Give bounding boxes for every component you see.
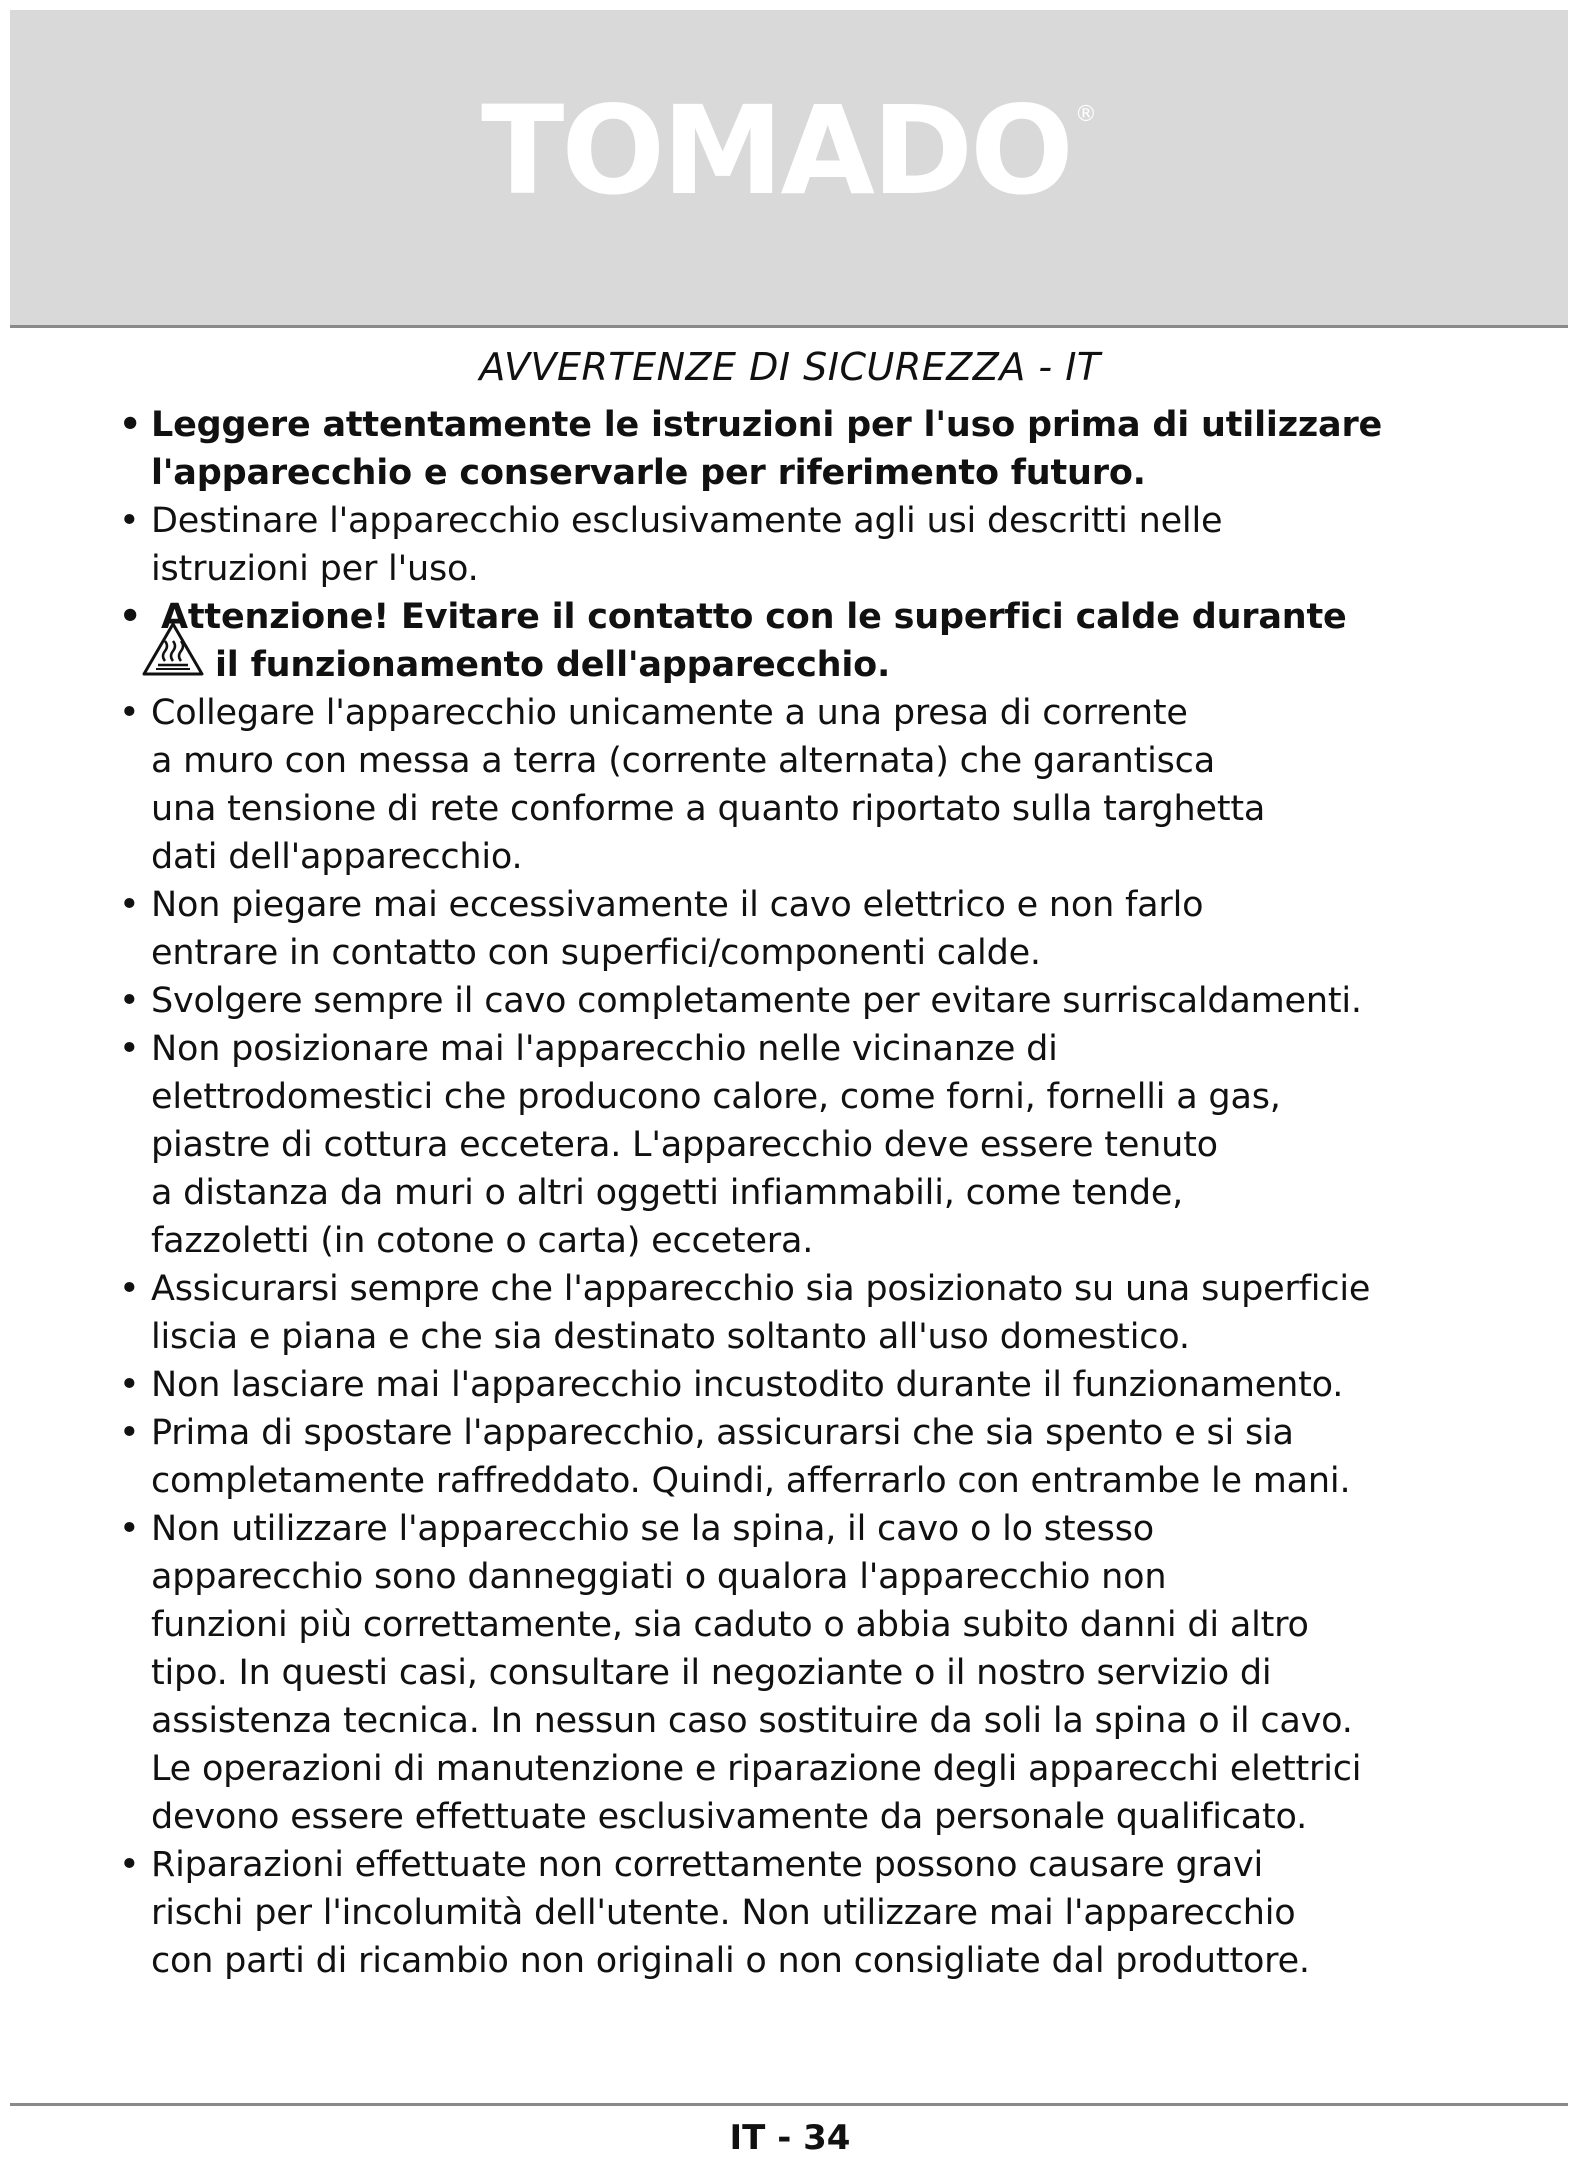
warning-item: [115, 689, 1555, 881]
bullet: •: [119, 981, 140, 1021]
warning-line: Le operazioni di manutenzione e riparazione degli apparecchi elettrici: [151, 1749, 1362, 1789]
warning-line: l'apparecchio e conservarle per riferimento futuro.: [151, 453, 1146, 493]
warning-item: [115, 1409, 1555, 1505]
warning-item: [115, 1265, 1555, 1361]
hot-surface-warning-icon: [141, 621, 205, 677]
warning-line: a distanza da muri o altri oggetti infiammabili, come tende,: [151, 1173, 1184, 1213]
warning-line: funzioni più correttamente, sia caduto o abbia subito danni di altro: [151, 1605, 1309, 1645]
registered-mark: ®: [1074, 102, 1097, 127]
page-number: IT - 34: [729, 2118, 851, 2158]
warning-line: con parti di ricambio non originali o non consigliate dal produttore.: [151, 1941, 1310, 1981]
warning-line: una tensione di rete conforme a quanto riportato sulla targhetta: [151, 789, 1266, 829]
warning-line: Destinare l'apparecchio esclusivamente agli usi descritti nelle: [151, 501, 1223, 541]
warning-line: completamente raffreddato. Quindi, afferrarlo con entrambe le mani.: [151, 1461, 1351, 1501]
bullet: •: [119, 1269, 140, 1309]
warning-item: [115, 1841, 1555, 1985]
warning-line: Non piegare mai eccessivamente il cavo elettrico e non farlo: [151, 885, 1204, 925]
warning-item: [115, 1505, 1555, 1841]
warning-item: [115, 1361, 1555, 1409]
warning-line: fazzoletti (in cotone o carta) eccetera.: [151, 1221, 814, 1261]
warning-line: dati dell'apparecchio.: [151, 837, 523, 877]
warning-line: tipo. In questi casi, consultare il negoziante o il nostro servizio di: [151, 1653, 1272, 1693]
bullet: •: [119, 1509, 140, 1549]
warning-line: liscia e piana e che sia destinato soltanto all'uso domestico.: [151, 1317, 1190, 1357]
warning-line: devono essere effettuate esclusivamente da personale qualificato.: [151, 1797, 1308, 1837]
warning-line: Leggere attentamente le istruzioni per l'uso prima di utilizzare: [151, 405, 1383, 445]
footer-rule: [10, 2103, 1568, 2106]
warning-line: Assicurarsi sempre che l'apparecchio sia posizionato su una superficie: [151, 1269, 1371, 1309]
brand-name: TOMADO: [481, 80, 1071, 222]
warning-item: [115, 1025, 1555, 1265]
warning-line: Non utilizzare l'apparecchio se la spina, il cavo o lo stesso: [151, 1509, 1154, 1549]
header-band: [10, 10, 1568, 328]
bullet: •: [119, 1413, 140, 1453]
warning-line: rischi per l'incolumità dell'utente. Non utilizzare mai l'apparecchio: [151, 1893, 1296, 1933]
warning-line: entrare in contatto con superfici/componenti calde.: [151, 933, 1041, 973]
warning-line: Attenzione! Evitare il contatto con le superfici calde durante: [161, 597, 1347, 637]
bullet: •: [119, 1029, 140, 1069]
warning-line: a muro con messa a terra (corrente alternata) che garantisca: [151, 741, 1215, 781]
warning-line: apparecchio sono danneggiati o qualora l'apparecchio non: [151, 1557, 1167, 1597]
warning-line: elettrodomestici che producono calore, come forni, fornelli a gas,: [151, 1077, 1281, 1117]
warning-item: [115, 881, 1555, 977]
bullet: •: [119, 501, 140, 541]
warning-line: istruzioni per l'uso.: [151, 549, 479, 589]
brand-logo: [10, 80, 1568, 222]
bullet: •: [119, 1365, 140, 1405]
warning-line: Prima di spostare l'apparecchio, assicurarsi che sia spento e si sia: [151, 1413, 1294, 1453]
warning-line: piastre di cottura eccetera. L'apparecchio deve essere tenuto: [151, 1125, 1218, 1165]
bullet: •: [119, 885, 140, 925]
warning-line: assistenza tecnica. In nessun caso sostituire da soli la spina o il cavo.: [151, 1701, 1353, 1741]
warning-item: [115, 977, 1555, 1025]
warning-line: il funzionamento dell'apparecchio.: [215, 645, 891, 685]
bullet: •: [119, 1845, 140, 1885]
warning-item-hot-surface: [115, 593, 1555, 689]
warning-line: Riparazioni effettuate non correttamente possono causare gravi: [151, 1845, 1263, 1885]
warning-item: [115, 497, 1555, 593]
bullet: •: [119, 597, 142, 637]
bullet: •: [119, 693, 140, 733]
warning-line: Collegare l'apparecchio unicamente a una presa di corrente: [151, 693, 1188, 733]
bullet: •: [119, 405, 142, 445]
warning-line: Svolgere sempre il cavo completamente per evitare surriscaldamenti.: [151, 981, 1362, 1021]
warning-item: [115, 401, 1555, 497]
safety-warnings-list: [115, 401, 1555, 1985]
warning-line: Non posizionare mai l'apparecchio nelle vicinanze di: [151, 1029, 1058, 1069]
warning-line: Non lasciare mai l'apparecchio incustodito durante il funzionamento.: [151, 1365, 1344, 1405]
section-title: AVVERTENZE DI SICUREZZA - IT: [479, 345, 1101, 389]
